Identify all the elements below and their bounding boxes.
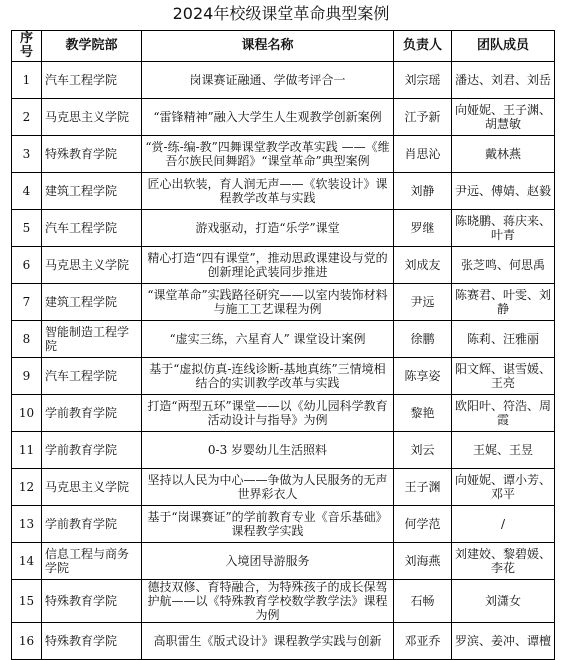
members-cell: 刘潇女 <box>452 580 555 623</box>
members-cell: 潘达、刘君、刘岳 <box>452 62 555 99</box>
members-cell: 陈赛君、叶雯、刘静 <box>452 284 555 321</box>
course-cell: 打造“两型五环”课堂——以《幼儿园科学教育活动设计与指导》为例 <box>142 395 394 432</box>
owner-cell: 尹远 <box>394 284 452 321</box>
table-row <box>12 136 555 173</box>
row-number: 10 <box>12 395 42 432</box>
members-cell: 欧阳叶、符浩、周霞 <box>452 395 555 432</box>
college-cell: 学前教育学院 <box>42 395 142 432</box>
owner-cell: 刘云 <box>394 432 452 469</box>
college-cell: 学前教育学院 <box>42 432 142 469</box>
owner-cell: 陈享姿 <box>394 358 452 395</box>
college-cell: 汽车工程学院 <box>42 62 142 99</box>
course-cell: 游戏驱动，打造“乐学”课堂 <box>142 210 394 247</box>
course-cell: 精心打造“四有课堂”，推动思政课建设与党的创新理论武装同步推进 <box>142 247 394 284</box>
course-cell: 岗课赛证融通、学做考评合一 <box>142 62 394 99</box>
members-cell: 尹远、傅婧、赵毅 <box>452 173 555 210</box>
owner-cell: 石畅 <box>394 580 452 623</box>
table-row <box>12 62 555 99</box>
college-cell: 马克思主义学院 <box>42 99 142 136</box>
members-cell: 陈晓鹏、蒋庆来、叶青 <box>452 210 555 247</box>
table-row <box>12 506 555 543</box>
row-number: 6 <box>12 247 42 284</box>
members-cell: 向娅妮、谭小芳、邓平 <box>452 469 555 506</box>
owner-cell: 罗继 <box>394 210 452 247</box>
members-cell: 向娅妮、王子渊、胡慧敏 <box>452 99 555 136</box>
course-cell: 入境团导游服务 <box>142 543 394 580</box>
course-cell: 基于“岗课赛证”的学前教育专业《音乐基础》课程教学实践 <box>142 506 394 543</box>
college-cell: 建筑工程学院 <box>42 284 142 321</box>
table-row <box>12 543 555 580</box>
members-cell: 罗滨、姜冲、谭檀 <box>452 623 555 660</box>
owner-cell: 邓亚乔 <box>394 623 452 660</box>
college-cell: 汽车工程学院 <box>42 358 142 395</box>
header-college: 教学院部 <box>42 31 142 62</box>
course-cell: “课堂革命”实践路径研究——以室内装饰材料与施工工艺课程为例 <box>142 284 394 321</box>
row-number: 9 <box>12 358 42 395</box>
college-cell: 特殊教育学院 <box>42 623 142 660</box>
header-members: 团队成员 <box>452 31 555 62</box>
members-cell: 戴林燕 <box>452 136 555 173</box>
table-row <box>12 358 555 395</box>
college-cell: 信息工程与商务学院 <box>42 543 142 580</box>
college-cell: 汽车工程学院 <box>42 210 142 247</box>
owner-cell: 刘成友 <box>394 247 452 284</box>
college-cell: 特殊教育学院 <box>42 136 142 173</box>
members-cell: 张芝鸣、何思禹 <box>452 247 555 284</box>
course-cell: 坚持以人民为中心——争做为人民服务的无声世界彩衣人 <box>142 469 394 506</box>
college-cell: 特殊教育学院 <box>42 580 142 623</box>
owner-cell: 刘海燕 <box>394 543 452 580</box>
owner-cell: 肖思沁 <box>394 136 452 173</box>
table-row <box>12 432 555 469</box>
row-number: 14 <box>12 543 42 580</box>
cases-table <box>11 30 555 660</box>
course-cell: 基于“虚拟仿真-连线诊断-基地真练”三情境相结合的实训教学改革与实践 <box>142 358 394 395</box>
row-number: 2 <box>12 99 42 136</box>
owner-cell: 黎艳 <box>394 395 452 432</box>
row-number: 15 <box>12 580 42 623</box>
table-row <box>12 321 555 358</box>
owner-cell: 刘静 <box>394 173 452 210</box>
row-number: 13 <box>12 506 42 543</box>
college-cell: 马克思主义学院 <box>42 247 142 284</box>
row-number: 11 <box>12 432 42 469</box>
table-row <box>12 99 555 136</box>
row-number: 1 <box>12 62 42 99</box>
owner-cell: 江予新 <box>394 99 452 136</box>
owner-cell: 王子渊 <box>394 469 452 506</box>
members-cell: / <box>452 506 555 543</box>
row-number: 16 <box>12 623 42 660</box>
owner-cell: 何学范 <box>394 506 452 543</box>
table-row <box>12 623 555 660</box>
college-cell: 智能制造工程学院 <box>42 321 142 358</box>
members-cell: 陈莉、汪雅丽 <box>452 321 555 358</box>
table-row <box>12 284 555 321</box>
row-number: 12 <box>12 469 42 506</box>
row-number: 3 <box>12 136 42 173</box>
members-cell: 刘建姣、黎碧媛、李花 <box>452 543 555 580</box>
table-header-row <box>12 31 555 62</box>
header-no: 序号 <box>12 31 42 62</box>
members-cell: 阳文辉、谌雪媛、王亮 <box>452 358 555 395</box>
course-cell: 高职雷生《版式设计》课程教学实践与创新 <box>142 623 394 660</box>
course-cell: 德技双修、育特融合，为特殊孩子的成长保驾护航——以《特殊教育学校数学教学法》课程为例 <box>142 580 394 623</box>
header-course: 课程名称 <box>142 31 394 62</box>
course-cell: 匠心出软装，育人润无声——《软装设计》课程教学改革与实践 <box>142 173 394 210</box>
course-cell: “虚实三练，六星育人” 课堂设计案例 <box>142 321 394 358</box>
course-cell: “雷锋精神”融入大学生人生观教学创新案例 <box>142 99 394 136</box>
table-row <box>12 469 555 506</box>
members-cell: 王娓、王昱 <box>452 432 555 469</box>
row-number: 4 <box>12 173 42 210</box>
college-cell: 建筑工程学院 <box>42 173 142 210</box>
row-number: 7 <box>12 284 42 321</box>
course-cell: “赏-练-编-教”四舞课堂教学改革实践 ——《维吾尔族民间舞蹈》“课堂革命”典型案例 <box>142 136 394 173</box>
college-cell: 马克思主义学院 <box>42 469 142 506</box>
owner-cell: 徐鹏 <box>394 321 452 358</box>
table-row <box>12 395 555 432</box>
college-cell: 学前教育学院 <box>42 506 142 543</box>
document-title: 2024年校级课堂革命典型案例 <box>172 4 390 23</box>
row-number: 5 <box>12 210 42 247</box>
course-cell: 0-3 岁婴幼儿生活照料 <box>142 432 394 469</box>
table-row <box>12 247 555 284</box>
owner-cell: 刘宗瑶 <box>394 62 452 99</box>
header-owner: 负责人 <box>394 31 452 62</box>
table-row <box>12 580 555 623</box>
table-row <box>12 210 555 247</box>
table-row <box>12 173 555 210</box>
row-number: 8 <box>12 321 42 358</box>
